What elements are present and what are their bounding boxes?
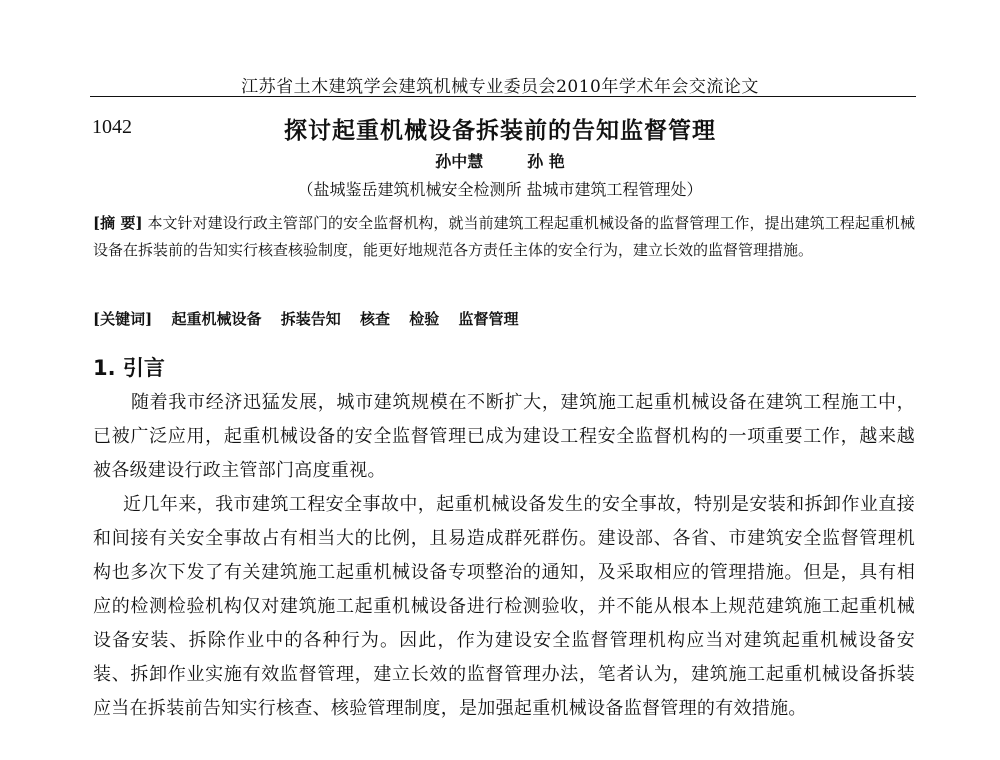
abstract <box>93 210 915 264</box>
section-heading: 1. 引言 <box>93 356 165 380</box>
keywords <box>93 308 518 329</box>
keyword: 核查 <box>359 310 390 328</box>
keyword: 拆装告知 <box>280 310 341 328</box>
body-paragraph: 近几年来，我市建筑工程安全事故中，起重机械设备发生的安全事故，特别是安装和拆卸作业直接和间接有关安全事故占有相当大的比例，且易造成群死群伤。建设部、各省、市建筑安全监督管理机构也多次下发了有关建筑施工起重机械设备专项整治的通知，及采取相应的管理措施。但是，具有相应的检测检验机构仅对建筑施工起重机械设备进行检测验收，并不能从根本上规范建筑施工起重机械设备安装、拆除作业中的各种行为。因此，作为建设安全监督管理机构应当对建筑起重机械设备安装、拆卸作业实施有效监督管理，建立长效的监督管理办法，笔者认为，建筑施工起重机械设备拆装应当在拆装前告知实行核查、核验管理制度，是加强起重机械设备监督管理的有效措施。 <box>93 494 915 719</box>
running-header: 江苏省土木建筑学会建筑机械专业委员会2010年学术年会交流论文 <box>241 77 759 97</box>
affiliation: （盐城鉴岳建筑机械安全检测所 盐城市建筑工程管理处） <box>297 180 703 199</box>
abstract-text: 本文针对建设行政主管部门的安全监督机构，就当前建筑工程起重机械设备的监督管理工作，提出建筑工程起重机械设备在拆装前的告知实行核查核验制度，能更好地规范各方责任主体的安全行为，建立长效的监督管理措施。 <box>93 214 915 259</box>
keyword: 起重机械设备 <box>171 310 262 328</box>
paper-title: 探讨起重机械设备拆装前的告知监督管理 <box>284 118 716 144</box>
header-rule <box>90 96 916 97</box>
keyword: 监督管理 <box>458 310 519 328</box>
author-name: 孙 艳 <box>527 152 565 171</box>
keyword: 检验 <box>409 310 440 328</box>
author-name: 孙中慧 <box>435 152 484 171</box>
authors <box>0 149 1000 172</box>
body-paragraph: 随着我市经济迅猛发展，城市建筑规模在不断扩大，建筑施工起重机械设备在建筑工程施工中，已被广泛应用，起重机械设备的安全监督管理已成为建设工程安全监督机构的一项重要工作，越来越被各级建设行政主管部门高度重视。 <box>93 392 915 481</box>
page-number: 1042 <box>92 116 132 138</box>
keywords-label: [关键词] <box>93 310 153 328</box>
abstract-label: [摘 要] <box>93 214 143 232</box>
